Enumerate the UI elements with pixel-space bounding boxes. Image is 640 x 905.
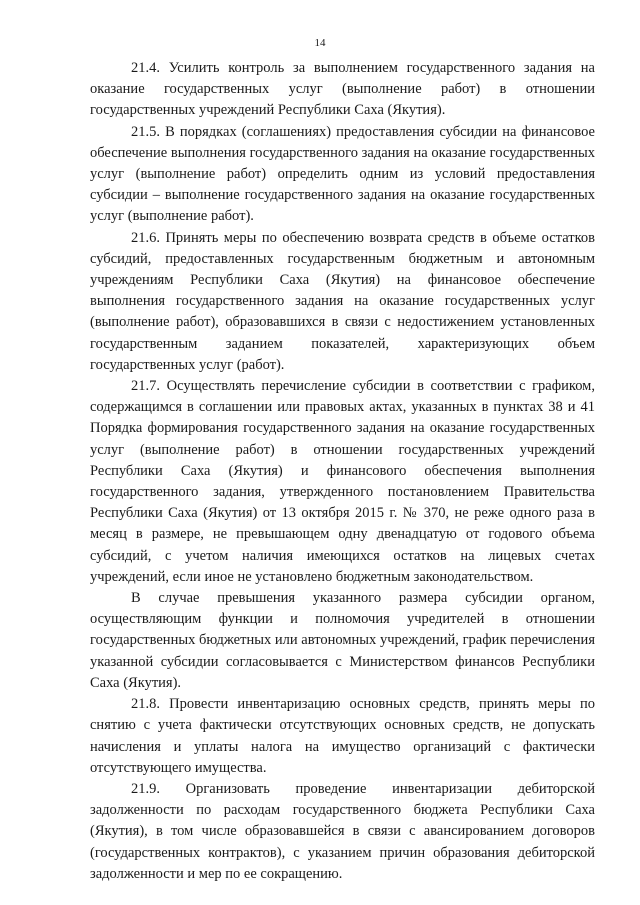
paragraph-21-8: 21.8. Провести инвентаризацию основных средств, принять меры по снятию с учета фактически отсутствующих основных средств, не допускать начисления и уплаты налога на имущество организаций с фактически отсутствующего имущества.: [90, 696, 595, 776]
paragraph-21-4: 21.4. Усилить контроль за выполнением государственного задания на оказание государственных услуг (выполнение работ) в отношении государственных учреждений Республики Саха (Якутия).: [90, 60, 595, 119]
page-number: 14: [314, 37, 326, 49]
paragraph-21-6: 21.6. Принять меры по обеспечению возврата средств в объеме остатков субсидий, предоставленных государственным бюджетным и автономным учреждениям Республики Саха (Якутия) на финансовое обеспечение выполнения государственного задания на оказание государственных услуг (выполнение работ), образовавшихся в связи с недостижением установленных государственным заданием показателей, характеризующих объем государственных услуг (работ).: [90, 229, 595, 373]
document-body: [90, 58, 595, 885]
paragraph-21-5: 21.5. В порядках (соглашениях) предоставления субсидии на финансовое обеспечение выполнения государственного задания на оказание государственных услуг (выполнение работ) определить одним из условий предоставления субсидии – выполнение государственного задания на оказание государственных услуг (выполнение работ).: [90, 123, 595, 225]
paragraph-21-7: 21.7. Осуществлять перечисление субсидии в соответствии с графиком, содержащимся в соглашении или правовых актах, указанных в пунктах 38 и 41 Порядка формирования государственного задания на оказание государственных услуг (выполнение работ) в отношении государственных учреждений Республики Саха (Якутия) и финансового обеспечения выполнения государственного задания, утвержденного постановлением Правительства Республики Саха (Якутия) от 13 октября 2015 г. № 370, не реже одного раза в месяц в размере, не превышающем одну двенадцатую от годового объема субсидий, с учетом наличия имеющихся остатков на лицевых счетах учреждений, если иное не установлено бюджетным законодательством.: [90, 378, 595, 585]
paragraph-21-9: 21.9. Организовать проведение инвентаризации дебиторской задолженности по расходам государственного бюджета Республики Саха (Якутия), в том числе образовавшейся в связи с авансированием договоров (государственных контрактов), с указанием причин образования дебиторской задолженности и мер по ее сокращению.: [90, 780, 595, 882]
paragraph-21-7-continuation: В случае превышения указанного размера субсидии органом, осуществляющим функции и полномочия учредителей в отношении государственных бюджетных или автономных учреждений, график перечисления указанной субсидии согласовывается с Министерством финансов Республики Саха (Якутия).: [90, 590, 595, 691]
